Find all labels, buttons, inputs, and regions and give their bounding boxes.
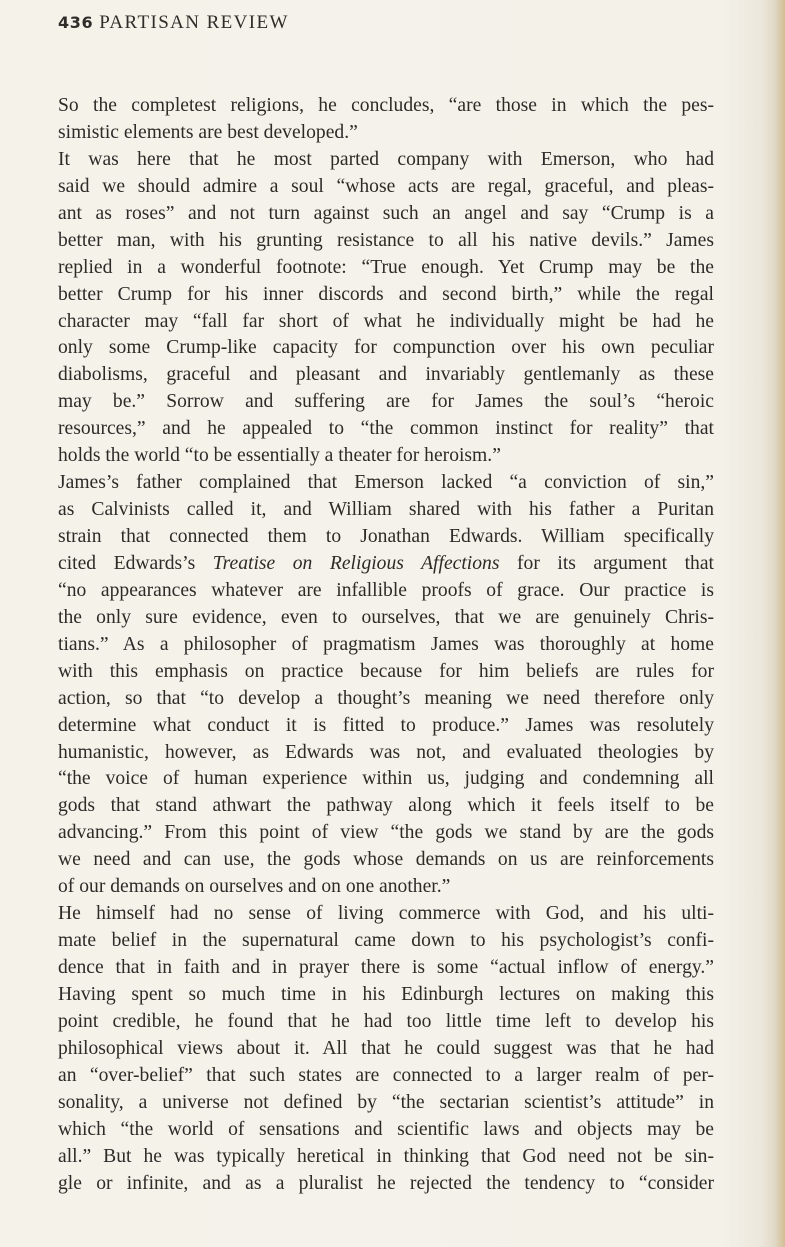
text-line — [58, 551, 714, 578]
text-segment: for its argument that — [499, 552, 714, 574]
text-line: gle or infinite, and as a pluralist he rejected the tendency to “consider — [58, 1172, 714, 1194]
text-line: “the voice of human experience within us, judging and condemning all — [58, 768, 714, 790]
book-title-italic: Treatise on Religious Affections — [212, 552, 500, 574]
text-line: dence that in faith and in prayer there is some “actual inflow of energy.” — [58, 957, 714, 978]
text-line: only some Crump-like capacity for compunction over his own peculiar — [58, 337, 714, 359]
journal-title: PARTISAN REVIEW — [99, 12, 289, 33]
body-text — [58, 93, 714, 1197]
running-header — [58, 12, 289, 34]
text-line: as Calvinists called it, and William shared with his father a Puritan — [58, 499, 714, 521]
text-line: better man, with his grunting resistance to all his native devils.” James — [58, 229, 714, 251]
text-line: said we should admire a soul “whose acts are regal, graceful, and pleas- — [58, 175, 714, 197]
text-line: action, so that “to develop a thought’s meaning we need therefore only — [58, 687, 714, 709]
text-line: point credible, he found that he had too little time left to develop his — [58, 1010, 714, 1032]
text-line: of our demands on ourselves and on one another.” — [58, 876, 451, 898]
text-line: James’s father complained that Emerson lacked “a conviction of sin,” — [58, 472, 714, 494]
text-line: we need and can use, the gods whose demands on us are reinforcements — [58, 849, 714, 871]
text-line: gods that stand athwart the pathway along which it feels itself to be — [58, 795, 714, 817]
text-line: an “over-belief” that such states are connected to a larger realm of per- — [58, 1064, 714, 1086]
text-line: sonality, a universe not defined by “the sectarian scientist’s attitude” in — [58, 1091, 714, 1113]
text-line: He himself had no sense of living commerce with God, and his ulti- — [58, 903, 714, 925]
text-line: strain that connected them to Jonathan Edwards. William specifically — [58, 526, 714, 547]
text-line: It was here that he most parted company with Emerson, who had — [58, 148, 714, 170]
page-edge-shadow — [775, 0, 785, 1247]
text-line: better Crump for his inner discords and second birth,” while the regal — [58, 283, 714, 305]
text-line: determine what conduct it is fitted to produce.” James was resolutely — [58, 714, 714, 736]
text-segment: cited Edwards’s — [58, 552, 213, 574]
text-line: ant as roses” and not turn against such an angel and say “Crump is a — [58, 202, 714, 224]
text-line: holds the world “to be essentially a theater for heroism.” — [58, 445, 501, 467]
text-line: with this emphasis on practice because for him beliefs are rules for — [58, 660, 714, 682]
text-line: character may “fall far short of what he individually might be had he — [58, 310, 714, 332]
text-line: resources,” and he appealed to “the common instinct for reality” that — [58, 418, 714, 440]
text-line: simistic elements are best developed.” — [58, 121, 358, 143]
text-line: the only sure evidence, even to ourselves, that we are genuinely Chris- — [58, 606, 714, 628]
text-line: humanistic, however, as Edwards was not, and evaluated theologies by — [58, 741, 714, 763]
text-line: philosophical views about it. All that he could suggest was that he had — [58, 1037, 714, 1059]
text-line: which “the world of sensations and scientific laws and objects may be — [58, 1118, 714, 1140]
text-line: mate belief in the supernatural came down to his psychologist’s confi- — [58, 930, 714, 952]
text-line: “no appearances whatever are infallible proofs of grace. Our practice is — [58, 579, 714, 601]
text-line: diabolisms, graceful and pleasant and invariably gentlemanly as these — [58, 364, 714, 386]
text-line: Having spent so much time in his Edinburgh lectures on making this — [58, 983, 714, 1005]
page-number: 436 — [58, 13, 94, 32]
text-line: So the completest religions, he concludes, “are those in which the pes- — [58, 95, 714, 116]
text-line: tians.” As a philosopher of pragmatism James was thoroughly at home — [58, 633, 714, 655]
text-line: advancing.” From this point of view “the gods we stand by are the gods — [58, 822, 714, 844]
text-line: replied in a wonderful footnote: “True enough. Yet Crump may be the — [58, 256, 714, 278]
text-line: all.” But he was typically heretical in thinking that God need not be sin- — [58, 1145, 714, 1167]
text-line: may be.” Sorrow and suffering are for James the soul’s “heroic — [58, 391, 714, 413]
